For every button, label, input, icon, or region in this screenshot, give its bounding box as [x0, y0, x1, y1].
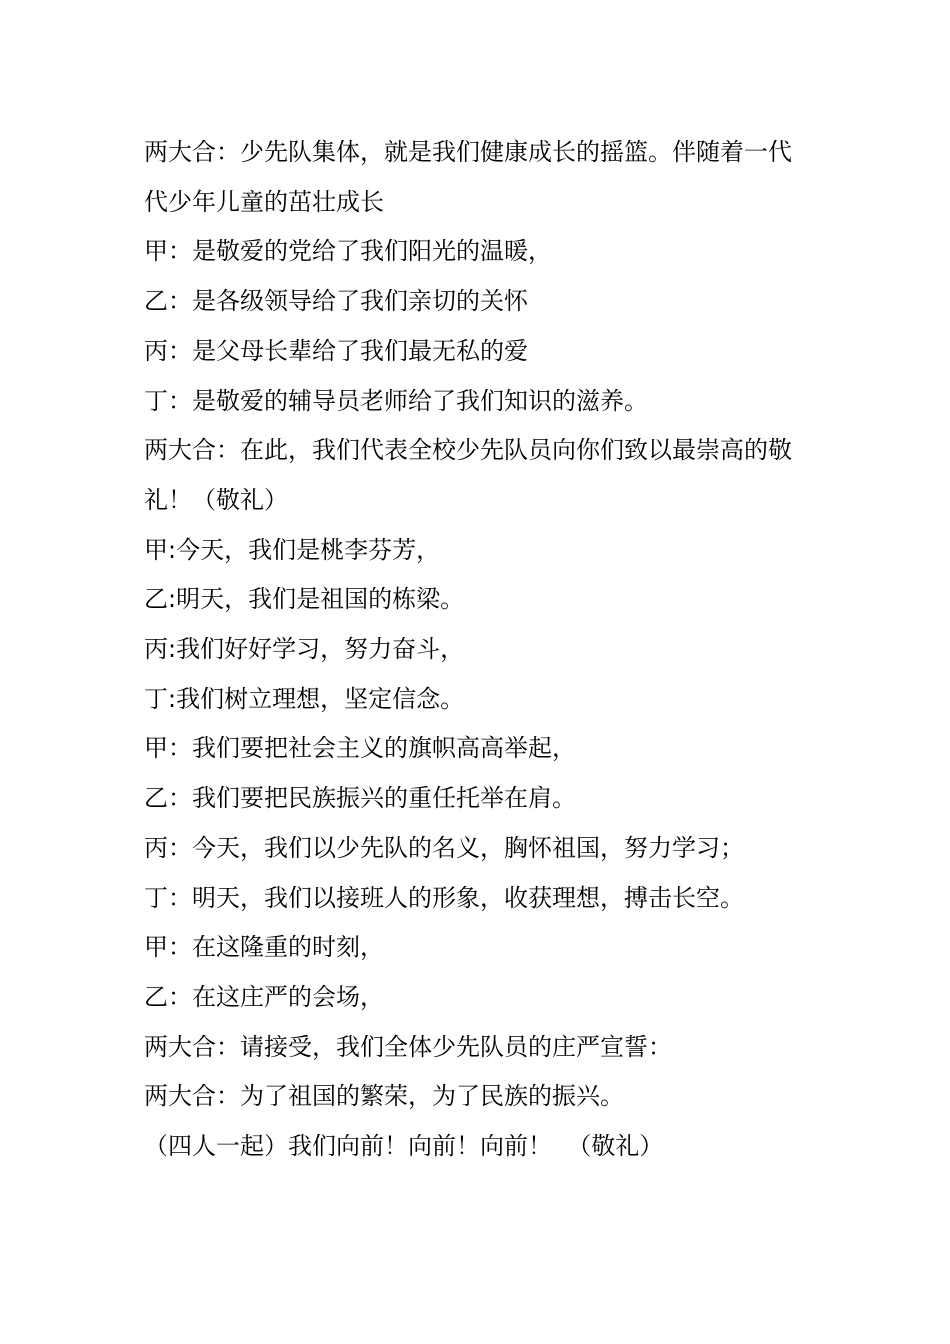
paragraph-line-15: 甲：在这隆重的时刻， — [144, 933, 384, 962]
paragraph-line-8: 乙:明天，我们是祖国的栋梁。 — [144, 585, 465, 614]
paragraph-line-12: 乙：我们要把民族振兴的重任托举在肩。 — [144, 784, 576, 813]
paragraph-line-1: 两大合：少先队集体，就是我们健康成长的摇篮。伴随着一代代少年儿童的茁壮成长 — [144, 138, 792, 216]
script-text-block — [144, 128, 804, 1172]
paragraph-line-19: （四人一起）我们向前！向前！向前！ （敬礼） — [144, 1132, 664, 1161]
paragraph-line-5: 丁：是敬爱的辅导员老师给了我们知识的滋养。 — [144, 386, 648, 415]
paragraph-line-7: 甲:今天，我们是桃李芬芳， — [144, 535, 441, 564]
paragraph-line-11: 甲：我们要把社会主义的旗帜高高举起， — [144, 734, 576, 763]
paragraph-line-4: 丙：是父母长辈给了我们最无私的爱 — [144, 336, 528, 365]
paragraph-line-3: 乙：是各级领导给了我们亲切的关怀 — [144, 287, 528, 316]
paragraph-line-14: 丁：明天，我们以接班人的形象，收获理想，搏击长空。 — [144, 883, 744, 912]
paragraph-line-9: 丙:我们好好学习，努力奋斗， — [144, 635, 465, 664]
paragraph-line-2: 甲：是敬爱的党给了我们阳光的温暖， — [144, 237, 552, 266]
paragraph-line-10: 丁:我们树立理想，坚定信念。 — [144, 684, 465, 713]
paragraph-line-13: 丙：今天，我们以少先队的名义，胸怀祖国，努力学习； — [144, 833, 744, 862]
paragraph-line-17: 两大合：请接受，我们全体少先队员的庄严宣誓： — [144, 1032, 672, 1061]
paragraph-line-16: 乙：在这庄严的会场， — [144, 982, 384, 1011]
paragraph-line-6: 两大合：在此，我们代表全校少先队员向你们致以最崇高的敬礼！（敬礼） — [144, 436, 792, 514]
paragraph-line-18: 两大合：为了祖国的繁荣，为了民族的振兴。 — [144, 1082, 624, 1111]
